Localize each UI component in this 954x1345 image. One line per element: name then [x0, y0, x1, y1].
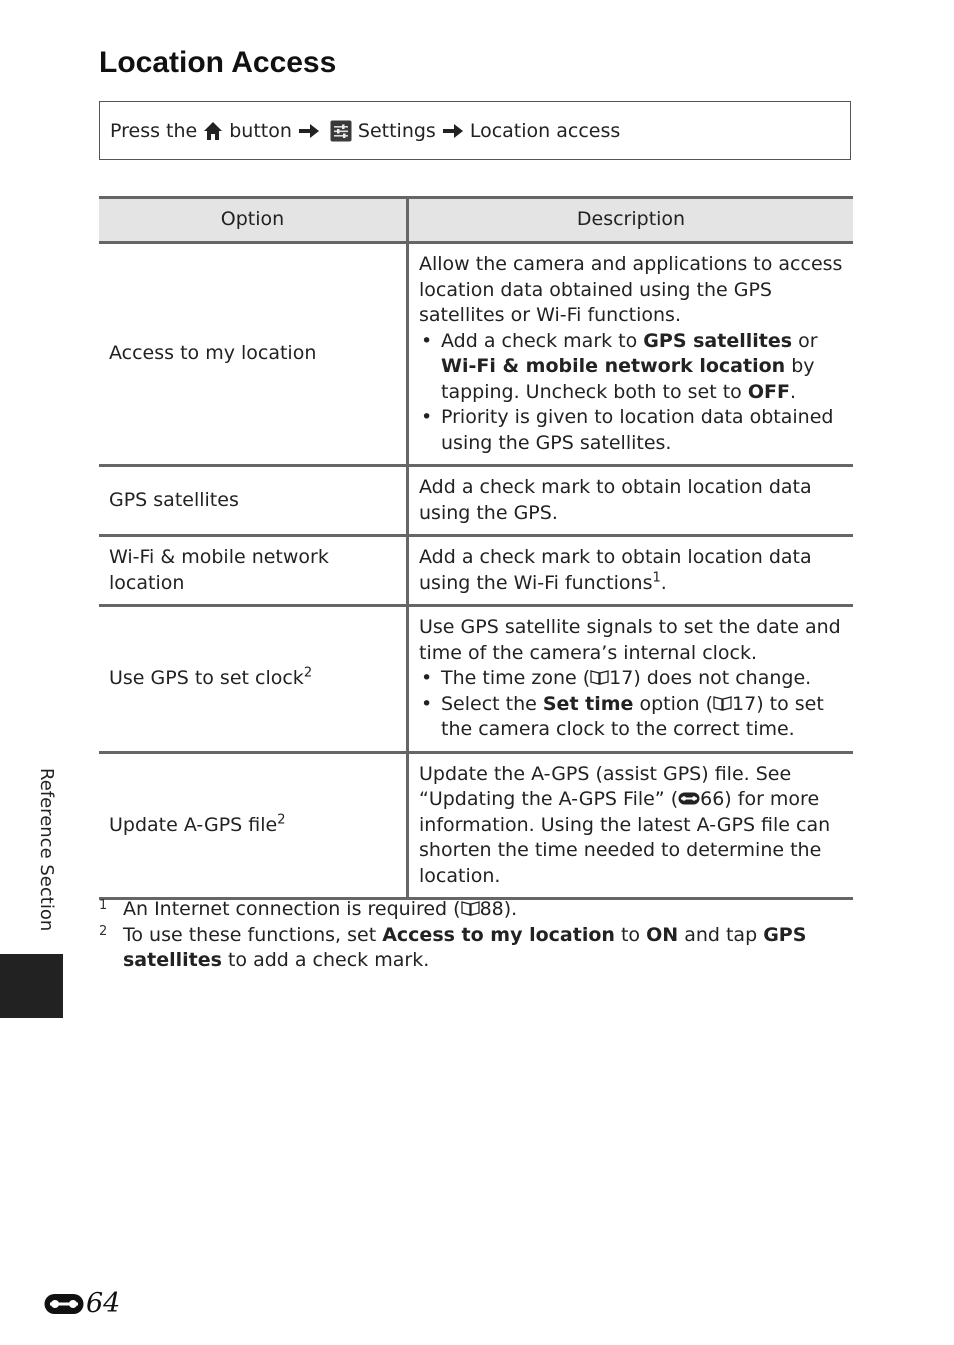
header-option: Option — [99, 198, 408, 243]
book-reference-icon — [461, 901, 480, 916]
nav-location-access-text: Location access — [469, 119, 621, 142]
arrow-right-icon — [298, 123, 320, 139]
description-text: Update the A-GPS (assist GPS) file. See “Updating the A-GPS File” ( 66) for more information. Using the latest A-GPS file can shorten the time needed to determine the location. — [419, 762, 831, 887]
description-cell — [408, 536, 854, 606]
option-label: GPS satellites — [109, 488, 239, 511]
option-label: Wi-Fi & mobile network location — [109, 546, 329, 594]
option-cell — [99, 466, 408, 536]
option-label: Update A-GPS file — [109, 813, 278, 836]
table-row — [99, 536, 853, 606]
nav-button-text: button — [229, 119, 292, 142]
footnotes — [99, 897, 855, 974]
option-cell: Update A-GPS file$^2$ — [99, 752, 408, 899]
description-text: Add a check mark to obtain location data using the Wi-Fi functions$^1$. — [419, 546, 812, 594]
bullet-item: • Priority is given to location data obtained using the GPS satellites. — [419, 405, 843, 456]
footnote-2: 2 To use these functions, set Access to my location to ON and tap GPS satellites to add a check mark. — [99, 923, 807, 971]
option-cell: Use GPS to set clock$^2$ — [99, 606, 408, 753]
arrow-right-icon — [442, 123, 464, 139]
header-description: Description — [408, 198, 854, 243]
description-intro: Allow the camera and applications to access location data obtained using the GPS satellites or Wi-Fi functions. — [419, 253, 843, 326]
description-cell — [408, 752, 854, 899]
book-reference-icon — [590, 670, 609, 685]
description-intro: Use GPS satellite signals to set the date and time of the camera’s internal clock. — [419, 616, 841, 664]
page-title: Location Access — [99, 46, 337, 79]
option-label: Access to my location — [109, 342, 317, 365]
option-label: Use GPS to set clock — [109, 667, 304, 689]
option-cell — [99, 536, 408, 606]
description-cell — [408, 606, 854, 753]
bullet-item: • Add a check mark to GPS satellites or Wi-Fi & mobile network location by tapping. Uncheck both to set to OFF. — [419, 329, 843, 406]
side-section-label: Reference Section — [36, 768, 57, 932]
description-cell — [408, 466, 854, 536]
options-table — [99, 196, 853, 900]
table-row — [99, 752, 853, 899]
table-header-row — [99, 198, 853, 243]
table-row — [99, 606, 853, 753]
description-bullets — [419, 329, 843, 457]
nav-settings-text: Settings — [357, 119, 436, 142]
footnote-1: 1 An Internet connection is required ( 88). — [99, 898, 518, 920]
description-text: Add a check mark to obtain location data using the GPS. — [419, 476, 812, 524]
bullet-item: • The time zone ( 17) does not change. — [419, 666, 843, 692]
reference-section-icon — [44, 1292, 84, 1316]
table-row — [99, 466, 853, 536]
navigation-path-box — [99, 101, 851, 160]
option-cell — [99, 243, 408, 466]
description-cell — [408, 243, 854, 466]
side-section-tab — [0, 954, 63, 1018]
page-number: 64 — [44, 1288, 120, 1319]
book-reference-icon — [713, 696, 732, 711]
description-bullets — [419, 666, 843, 743]
settings-icon — [330, 120, 352, 142]
table-row — [99, 243, 853, 466]
nav-press-text: Press the — [110, 119, 198, 142]
reference-section-icon — [678, 792, 700, 805]
bullet-item: • Select the Set time option ( 17) to set the camera clock to the correct time. — [419, 692, 843, 743]
home-icon — [203, 121, 223, 141]
